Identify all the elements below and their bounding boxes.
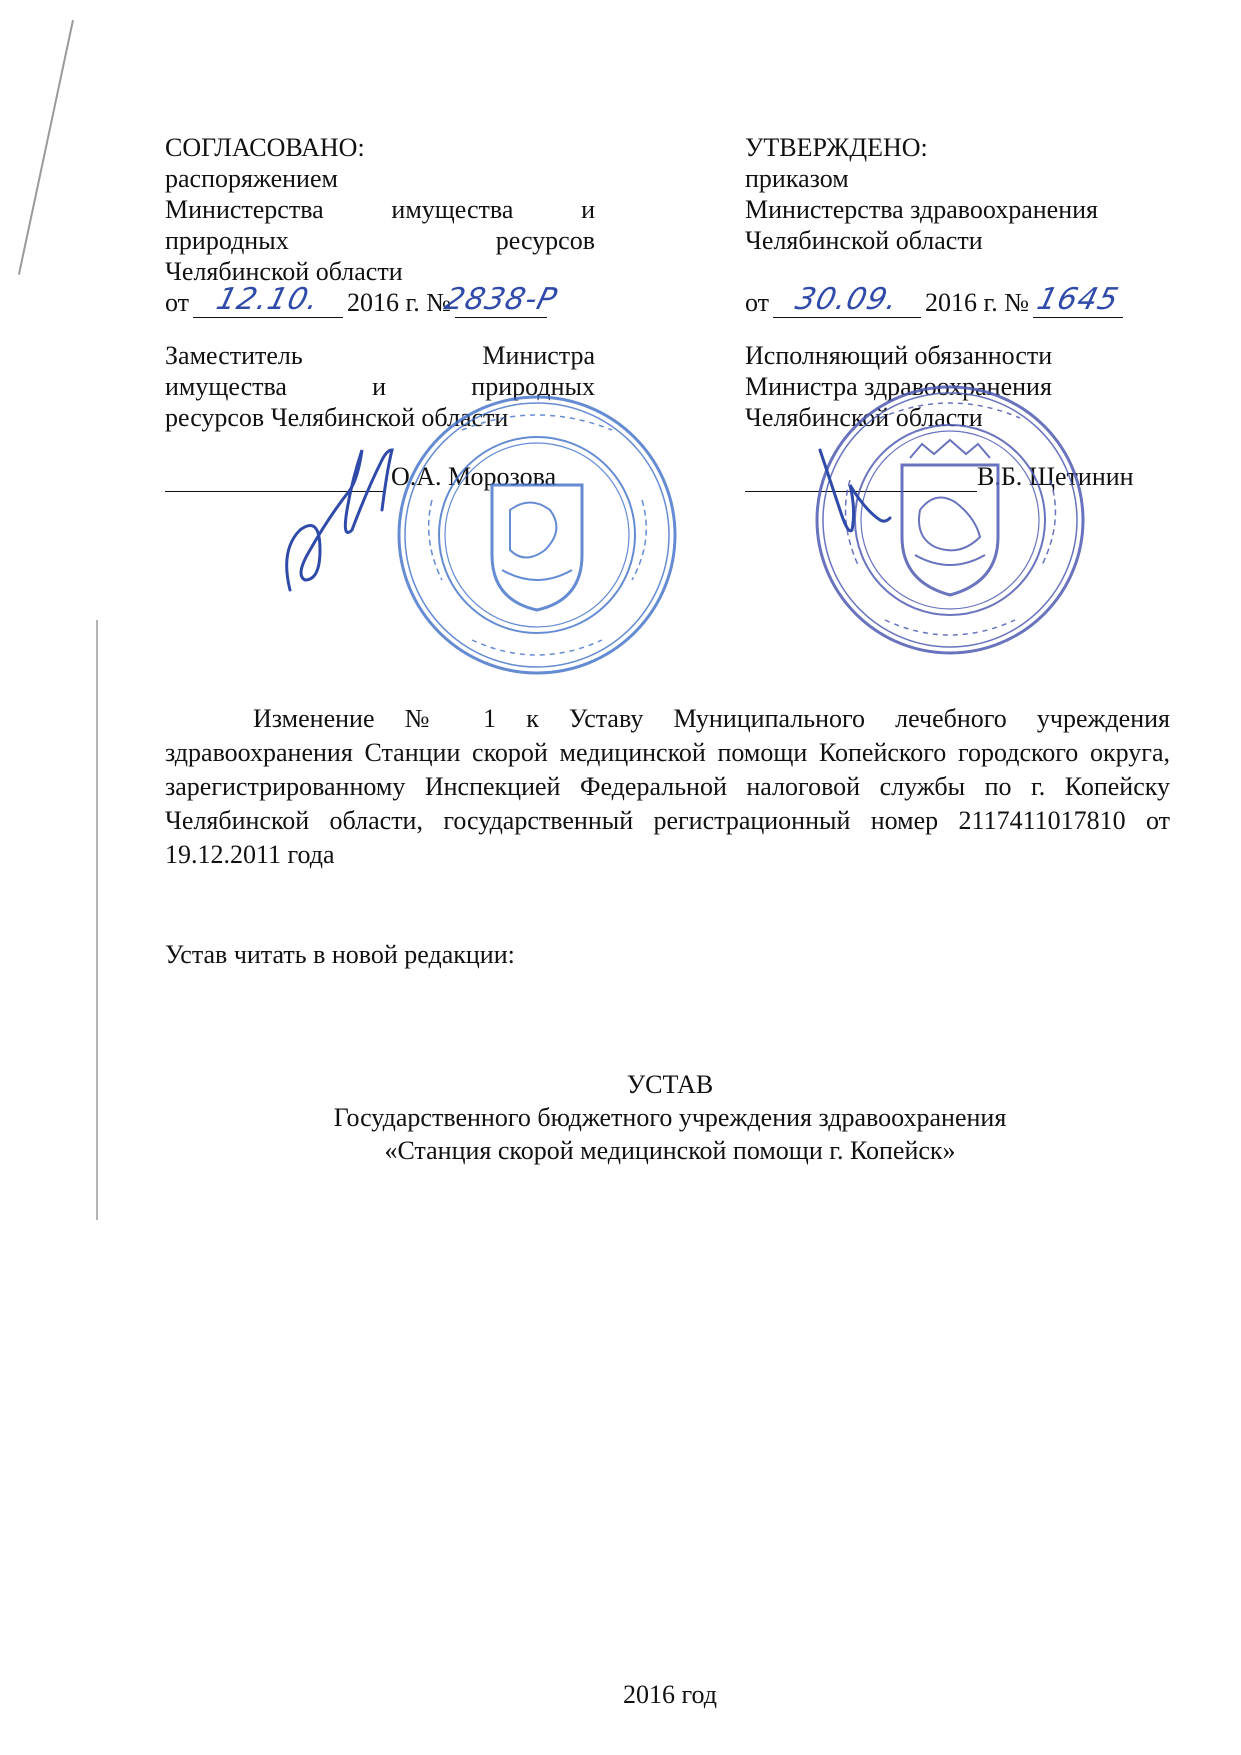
- approval-heading: СОГЛАСОВАНО:: [165, 133, 365, 162]
- charter-subtitle: Государственного бюджетного учреждения здравоохранения: [333, 1103, 1007, 1132]
- org-word: Министерства: [165, 195, 324, 224]
- handwritten-number: 1645: [1033, 282, 1123, 317]
- year-number-label: 2016 г. №: [925, 288, 1030, 317]
- number-blank: [1033, 282, 1123, 318]
- number-blank: [441, 282, 562, 318]
- charter-institution-name: «Станция скорой медицинской помощи г. Копейск»: [384, 1136, 956, 1165]
- org-word: природных: [165, 226, 289, 255]
- approval-org-line: Челябинской области: [745, 226, 983, 255]
- date-prefix: от: [745, 288, 770, 317]
- approval-doc-type: распоряжением: [165, 164, 338, 193]
- org-word: ресурсов: [495, 226, 595, 255]
- document-year: 2016 год: [623, 1680, 717, 1709]
- approval-heading: УТВЕРЖДЕНО:: [745, 133, 928, 162]
- approval-org-line: Министерства здравоохранения: [745, 195, 1098, 224]
- approval-org-line: [165, 194, 595, 225]
- signatory-name: В.Б. Щетинин: [977, 462, 1134, 491]
- position-word: и: [372, 372, 387, 401]
- date-prefix: от: [165, 288, 190, 317]
- approval-org-line: [165, 225, 595, 256]
- position-word: имущества: [165, 372, 287, 401]
- handwritten-number: 2838-Р: [441, 282, 562, 317]
- approval-date-row: [165, 282, 595, 318]
- position-line: Исполняющий обязанности: [745, 341, 1053, 370]
- position-word: Министра: [482, 341, 595, 370]
- position-line: Министра здравоохранения: [745, 372, 1052, 401]
- date-blank: [773, 282, 921, 318]
- org-word: имущества: [391, 195, 514, 224]
- scan-edge-line: [18, 20, 74, 275]
- handwritten-signature: [270, 440, 420, 600]
- org-word: и: [581, 195, 595, 224]
- handwritten-date: 12.10.: [212, 282, 324, 317]
- handwritten-signature: [810, 430, 900, 550]
- position-word: Заместитель: [165, 341, 303, 370]
- handwritten-date: 30.09.: [791, 282, 903, 317]
- signatory-name: О.А. Морозова: [391, 462, 557, 491]
- ministry-seal-icon: [392, 390, 682, 680]
- position-line: Челябинской области: [745, 403, 983, 432]
- position-word: природных: [471, 372, 595, 401]
- position-line: [165, 340, 595, 371]
- amendment-paragraph: Изменение № 1 к Уставу Муниципального лечебного учреждения здравоохранения Станции скорой медицинской помощи Копейского городского округа, зарегистрированному Инспекцией Федеральной налоговой службы по г. Копейску Челябинской области, государственный регистрационный номер 2117411017810 от 19.12.2011 года: [165, 704, 1170, 869]
- approval-date-row: [745, 282, 1165, 318]
- scan-edge-line: [96, 620, 98, 1220]
- approval-org-line: Челябинской области: [165, 257, 403, 286]
- charter-title: УСТАВ: [626, 1070, 714, 1099]
- approval-doc-type: приказом: [745, 164, 849, 193]
- year-number-label: 2016 г. №: [347, 288, 452, 317]
- date-blank: [193, 282, 343, 318]
- new-edition-instruction: Устав читать в новой редакции:: [165, 940, 515, 969]
- position-line: ресурсов Челябинской области: [165, 403, 509, 432]
